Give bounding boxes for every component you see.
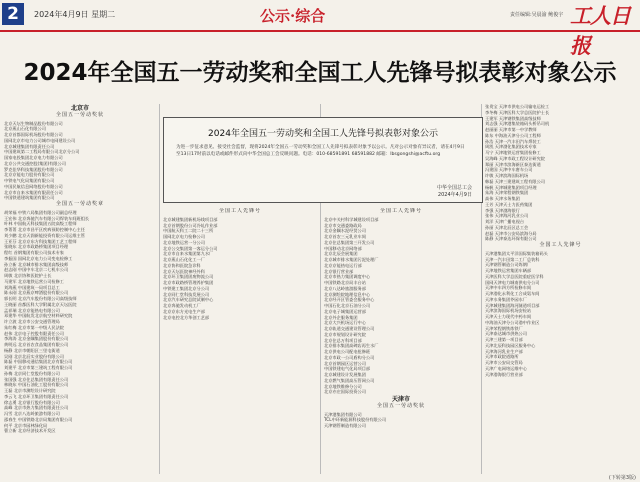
honoree-org: 北京公交集团第一客运分公司 — [163, 245, 218, 251]
honoree-org: 天津港集团有限公司 — [324, 411, 362, 417]
honoree-person: 李海涛 北京金隅集团股份有限公司 — [4, 336, 69, 342]
section-title: 公示·综合 — [260, 7, 326, 25]
honoree-org: 天津北辰科技园区服务中心 — [485, 342, 536, 348]
honoree-org: 天津钢管制造有限公司 — [324, 423, 366, 428]
honoree-person: 程红 首钢集团有限公司技术专家 — [4, 250, 64, 255]
notice-signature-date: 2024年4月9日 — [437, 192, 472, 198]
honoree-person: 杨帆 天津城建集团项目经理 — [485, 184, 537, 190]
editors-credit: 责任编辑:吴晨渝 鲍俊宇 — [510, 12, 564, 18]
notice-box — [163, 117, 483, 203]
honoree-person: 刘志强 天津港集装箱码头桥吊司机 — [485, 121, 550, 127]
honoree-org: 北京首都国际机场股份有限公司 — [4, 132, 63, 137]
honoree-org: 中海油天津分公司渤中作业区 — [485, 319, 540, 325]
honoree-org: 中国建筑第二工程局有限公司北京分公司 — [4, 149, 80, 155]
honoree-org: 北京首钢股份公司冷轧作业部 — [163, 222, 218, 228]
honoree-person: 李菁菁 北京市昌平区疾病预防控制中心主任 — [4, 227, 85, 232]
honoree-person: 孟祥瑞 北京京能热电有限公司 — [4, 307, 60, 313]
honoree-org: 国网北京电力检修公司 — [163, 234, 205, 239]
category-heading: 全国五一劳动奖状 — [55, 111, 104, 118]
honoree-org: 北京电子城集团运营部 — [324, 308, 366, 314]
honoree-org: 北京地铁维修分公司 — [324, 383, 362, 389]
column-beijing — [4, 104, 156, 474]
honoree-person: 马宁 天津地铁运营集团检修工 — [485, 150, 541, 155]
column-divider — [159, 104, 160, 474]
honoree-org: 北京奔驰发动机工厂 — [163, 303, 201, 308]
honoree-person: 曹立新 北京经济技术开发区 — [4, 428, 56, 434]
honoree-org: 北京市交通委路政局 — [324, 222, 362, 228]
category-heading: 全国五一劳动奖章 — [55, 201, 104, 207]
honoree-org: 中国航天科工二院二十三所 — [163, 228, 214, 234]
honoree-person: 陈永刚 北京燕京啤酒股份有限公司 — [4, 290, 69, 296]
honoree-person: 王建军 天津钢铁集团高级技师 — [485, 115, 541, 121]
honoree-person: 邵春生 中国铁路北京局集团有限公司 — [4, 416, 73, 422]
category-heading: 全国五一劳动奖状 — [376, 402, 425, 409]
notice-signature-org: 中华全国总工会 — [436, 185, 472, 191]
honoree-org: 北京市自来水集团第九水厂 — [163, 251, 214, 257]
honoree-person: 郑丽 天津市滨海新区泰达街道 — [485, 161, 541, 167]
masthead — [0, 0, 640, 58]
honoree-person: 张贵宝 天津市供电公司输电运检工 — [485, 104, 550, 109]
honoree-org: 天津广电网络运维中心 — [485, 365, 527, 371]
city-heading: 天津市 — [391, 396, 410, 403]
honoree-org: 中国移动北京网络部 — [324, 245, 362, 251]
honoree-person: 王磊 北京市测绘设计研究院 — [4, 388, 56, 393]
honoree-person: 郭长明 北京汽车股份有限公司高级技师 — [4, 296, 77, 301]
honoree-person: 赵志刚 中国中车北京二七机车公司 — [4, 267, 69, 273]
honoree-person: 张国强 北京住总集团有限责任公司 — [4, 376, 69, 382]
honoree-org: 中国民航信息网络股份有限公司 — [4, 183, 63, 189]
honoree-person: 冯建国 天津中车唐车公司 — [485, 167, 533, 173]
column-middle-left — [163, 208, 317, 474]
column-middle-right — [324, 208, 478, 474]
honoree-org: 北京市自来水集团有限责任公司 — [4, 189, 63, 195]
honoree-org: 国网北京市电力公司城市电网建设公司 — [4, 137, 76, 143]
honoree-person: 林晓东 中国石油化工股份有限公司 — [4, 382, 69, 388]
honoree-person: 许立波 北京市公安交通管理局 — [4, 319, 60, 324]
main-headline: 2024年全国五一劳动奖和全国工人先锋号拟表彰对象公示 — [23, 60, 617, 86]
honoree-org: 天津地铁运营集团车辆部 — [485, 268, 532, 273]
honoree-org: 北京京能电力股份有限公司 — [4, 172, 55, 178]
honoree-org: 天津三建第一项目部 — [485, 337, 523, 342]
honoree-org: 天津钢管制造公司炼钢厂 — [485, 262, 532, 268]
category-heading: 全国工人先锋号 — [218, 208, 261, 214]
honoree-person: 何平 北京市园林绿化局 — [4, 422, 48, 428]
honoree-org: 北京外企服务集团 — [324, 314, 358, 320]
honoree-org: 北京环卫集团固废物流公司 — [163, 274, 214, 280]
honoree-org: 北京同仁堂科技发展公司 — [163, 291, 210, 297]
honoree-org: 中国铁路北京局丰台站 — [324, 280, 366, 285]
honoree-person: 刘少鹏 北京天润新能投资有限公司运维主管 — [4, 232, 85, 238]
honoree-person: 胡荣福 中铁六局集团有限公司副总经理 — [4, 209, 77, 215]
honoree-org: 北京市热力集团调度中心 — [324, 274, 371, 280]
honoree-person: 赵磊 天津市公安局滨海分局 — [485, 230, 537, 236]
honoree-person: 李冬梅 天津医科大学总医院护士长 — [485, 109, 550, 115]
honoree-person: 赵丽丽 天津市第一中学教师 — [485, 127, 537, 132]
column-tianjin — [485, 104, 636, 472]
honoree-org: 北京首农三元乳业车间 — [324, 234, 366, 239]
honoree-org: 北京八达岭旅游服务部 — [324, 285, 366, 291]
honoree-org: 北京住总万科项目部 — [324, 337, 362, 343]
honoree-org: 北京亦庄国际投资公司 — [324, 389, 366, 395]
honoree-org: 北京经开区管委会服务中心 — [324, 297, 375, 303]
honoree-org: 北京京东方光电生产部 — [163, 308, 205, 314]
honoree-org: 天津荣程钢铁炼铁厂 — [485, 325, 523, 331]
honoree-person: 周敏 北京协和医院护士长 — [4, 273, 52, 278]
honoree-org: 北京天坛医院神经外科 — [163, 268, 205, 274]
honoree-org: 北京北辰会展集团 — [324, 251, 358, 257]
honoree-person: 高伟 天津水务集团 — [485, 196, 520, 201]
honoree-org: 北京协和医院急诊科 — [163, 262, 201, 268]
honoree-person: 杨静 北京市朝阳区三里屯街道 — [4, 347, 60, 353]
honoree-person: 刘海燕 中国建筑一局项目总工 — [4, 284, 60, 290]
honoree-org: 北京市规划设计研究院 — [324, 331, 366, 337]
page-number: 2 — [2, 3, 24, 25]
honoree-org: 天津城建集团海河隧道项目部 — [485, 302, 540, 308]
honoree-person: 李振国 国网北京电力公司变电检修工 — [4, 255, 73, 261]
category-heading: 全国工人先锋号 — [539, 242, 582, 248]
honoree-org: 北京城建集团有限责任公司 — [4, 143, 55, 149]
honoree-person: 张伟 天津海河乳业公司 — [485, 213, 529, 219]
honoree-person: 陈静 天津泰达环保有限公司 — [485, 236, 537, 242]
honoree-org: 天津泰达城市供热公司 — [485, 331, 527, 337]
honoree-org: 天津海河乳业生产部 — [485, 348, 523, 354]
honoree-org: 国家电投集团北京电力有限公司 — [4, 155, 63, 160]
honoree-person: 陈东 中海油天津分公司工程师 — [485, 132, 541, 138]
category-heading: 全国工人先锋号 — [379, 208, 422, 214]
honoree-person: 赵伟 北京电子控股有限责任公司 — [4, 330, 64, 336]
honoree-person: 孙立新 北京城市排水集团高级技师 — [4, 261, 69, 267]
honoree-person: 朱红梅 北京市第一中级人民法院 — [4, 324, 64, 330]
honoree-org: 天津水务集团芥园水厂 — [485, 296, 527, 302]
honoree-org: 北京住总集团第三开发公司 — [324, 239, 375, 245]
honoree-org: 北京供电公司配电抢修班 — [324, 349, 371, 354]
honoree-person: 陈磊 中国移动通信集团北京有限公司 — [4, 359, 73, 365]
honoree-org: 北京燕山石化化工一厂 — [163, 257, 205, 262]
honoree-person: 朱海 天津荣程钢铁集团 — [485, 190, 529, 196]
honoree-org: 天津渤海银行营业部 — [485, 371, 523, 377]
honoree-org: 北京公共交通控股(集团)有限公司 — [4, 160, 66, 166]
honoree-org: 罗克佳华科技集团股份有限公司 — [4, 166, 63, 172]
honoree-person: 邓建华 中国航发北京航空材料研究院 — [4, 313, 73, 319]
honoree-person: 王晓丽 首都医科大学附属北京天坛医院 — [4, 301, 77, 307]
honoree-org: 北京中关村科学城建设项目部 — [324, 216, 379, 222]
honoree-person: 周凯 天津渤化集团技术专家 — [485, 144, 537, 150]
honoree-person: 李云飞 北京环卫集团有限责任公司 — [4, 393, 69, 399]
honoree-org: 北京城建集团新机场线项目部 — [163, 216, 218, 222]
honoree-org: 中铁电气化局集团有限公司 — [4, 178, 55, 183]
honoree-person: 冯雪 北京八达岭旅游有限公司 — [4, 411, 60, 416]
honoree-org: 北京电控北方华创工艺部 — [163, 314, 210, 320]
honoree-org: 天津医科大学总医院重症医学科 — [485, 273, 544, 279]
honoree-org: 北京汽车研究总院试制中心 — [163, 297, 214, 303]
honoree-org: 天津天士力现代中药车间 — [485, 314, 532, 319]
honoree-org: 北京城建设计发展集团 — [324, 372, 366, 377]
honoree-org: 北京市政一公司盾构分公司 — [324, 354, 375, 360]
honoree-org: 天津滨海国际机场安检站 — [485, 308, 532, 314]
honoree-person: 叶林 中国航天科技集团五院高级工程师 — [4, 221, 77, 227]
issue-date: 2024年4月9日 星期二 — [34, 10, 116, 19]
honoree-person: 王芳 天津天士力医药集团 — [485, 201, 533, 207]
honoree-org: 中国铁建电气化局项目部 — [324, 366, 371, 372]
honoree-person: 徐志勇 北京银行股份有限公司 — [4, 399, 60, 405]
honoree-person: 吴刚 北京北辰实业股份有限公司 — [4, 353, 64, 359]
honoree-org: 天津渤化永利化工合成氨车间 — [485, 291, 540, 296]
honoree-org: 北京银行营业部 — [324, 268, 354, 274]
honoree-person: 孙梅 北京同仁堂股份有限公司 — [4, 370, 60, 376]
honoree-org: 北京城市排水集团污泥处理厂 — [324, 257, 379, 262]
honoree-org: 天津港集团太平洋国际集装箱码头 — [485, 250, 548, 256]
honoree-org: 北京市政路桥管理养护集团 — [163, 280, 214, 285]
notice-title: 2024年全国五一劳动奖和全国工人先锋号拟表彰对象公示 — [208, 129, 438, 139]
honoree-org: 中国铁道建筑集团有限公司 — [4, 195, 55, 201]
honoree-org: 北京京能热电运行部 — [324, 262, 362, 268]
honoree-person: 高峰 北京市热力集团有限责任公司 — [4, 405, 69, 411]
honoree-org: 北京首钢园区运营公司 — [324, 360, 366, 366]
honoree-org: 北京金隅水泥经贸公司 — [324, 228, 366, 234]
honoree-person: 张晓东 北京市政路桥集团项目经理 — [4, 244, 69, 250]
honoree-org: 天津市公安局交管局 — [485, 360, 523, 365]
honoree-org: 北京燃气集团高压管网公司 — [324, 377, 375, 383]
honoree-org: 天津中车四方所检修车间 — [485, 285, 532, 291]
honoree-person: 刘洋 天津广播电视台 — [485, 219, 525, 224]
honoree-org: 中铁建工集团北京分公司 — [163, 285, 210, 291]
honoree-person: 孙浩 天津一汽丰田汽车焊装工 — [485, 138, 541, 144]
honoree-person: 李强 天津渤海银行 — [485, 207, 520, 213]
city-heading: 北京市 — [70, 105, 89, 112]
honoree-person: 韩磊 天津三建建筑工程有限公司 — [485, 178, 545, 184]
honoree-person: 王亚芬 北京京东方科技集团工艺工程师 — [4, 238, 77, 244]
honoree-org: 中国石化北京石油分公司 — [324, 303, 371, 308]
honoree-org: 天津一汽丰田第二工厂总装科 — [485, 256, 540, 262]
honoree-person: 吴海峰 天津市政工程设计研究院 — [485, 155, 545, 161]
honoree-org: 天津市政院道路所 — [485, 354, 519, 360]
newspaper-logo: 工人日报 — [570, 3, 630, 58]
honoree-org: TCL中环新能源科技股份有限公司 — [324, 417, 387, 423]
honoree-org: 北京测绘院地理信息中心 — [324, 291, 371, 297]
honoree-person: 黄明远 北京首农食品集团有限公司 — [4, 342, 69, 347]
honoree-org: 国网天津电力城南供电分公司 — [485, 279, 540, 285]
honoree-person: 马建军 北京地铁运营公司检修工 — [4, 278, 64, 284]
honoree-org: 北京地铁运营一分公司 — [163, 239, 205, 245]
honoree-person: 许敏 天津滨海国际机场 — [485, 173, 529, 178]
honoree-org: 北京排水集团高碑店再生水厂 — [324, 343, 379, 349]
honoree-person: 孙丽 天津北辰区总工会 — [485, 224, 529, 230]
honoree-org: 北京轨道交通建设管理公司 — [324, 326, 375, 331]
honoree-org: 北京大兴机场运行中心 — [324, 320, 366, 326]
honoree-org: 北京燕山石化有限公司 — [4, 126, 46, 132]
honoree-org: 北京天坛生物制品股份有限公司 — [4, 120, 63, 126]
honoree-person: 刘建平 北京市第三建筑工程有限公司 — [4, 365, 73, 370]
continued-note: (下转第3版) — [608, 475, 636, 481]
honoree-person: 王宏伟 北京奔驰汽车有限公司焊装车间班组长 — [4, 215, 90, 221]
notice-body: 为进一步征求意见、接受社会监督，现将2024年全国五一劳动奖和全国工人先锋号拟表彰对象予以公示。凡对公示对象有异议者，请在4月9日至13日17时前以电话或邮件形式向中华全国总工会反映问题。电话：010-68591891 68591882 邮箱：lbsgongshi@acftu.org — [176, 145, 465, 157]
